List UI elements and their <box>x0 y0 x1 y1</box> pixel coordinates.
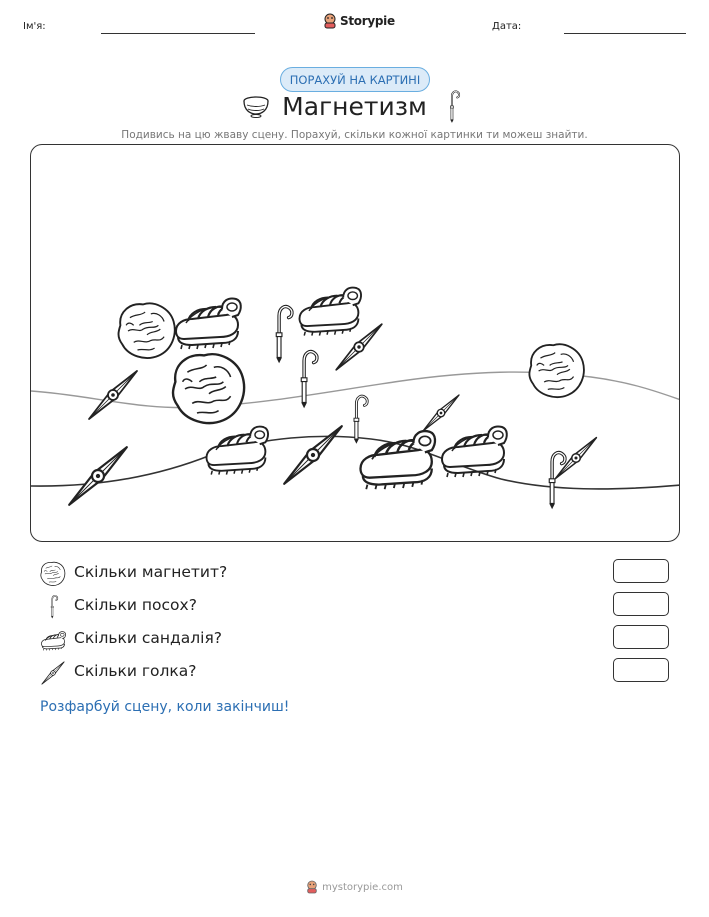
scene-magnetite-1 <box>119 303 175 358</box>
page-title: Магнетизм <box>282 92 427 121</box>
storypie-mascot-icon <box>323 13 337 29</box>
answer-box-sandal[interactable] <box>613 625 669 649</box>
scene-hill-front <box>31 436 680 489</box>
counting-scene <box>30 144 680 542</box>
scene-magnetite-2 <box>173 354 244 423</box>
scene-needle-3 <box>69 447 127 505</box>
colour-instruction: Розфарбуй сцену, коли закінчиш! <box>40 699 290 715</box>
brand-logo <box>323 13 395 29</box>
question-text: Скільки сандалія? <box>74 629 223 647</box>
scene-sandal-3 <box>207 427 269 475</box>
answer-box-needle[interactable] <box>613 658 669 682</box>
brand-name: Storypie <box>340 14 395 28</box>
date-label: Дата: <box>492 21 522 32</box>
question-text: Скільки голка? <box>74 662 197 680</box>
question-row-staff <box>40 594 670 620</box>
question-text: Скільки посох? <box>74 596 197 614</box>
scene-sandal-2 <box>300 288 362 336</box>
scene-staff-4 <box>549 453 565 510</box>
scene-needle-1 <box>89 371 137 419</box>
scene-needle-5 <box>423 395 459 431</box>
scene-magnetite-3 <box>529 344 583 397</box>
storypie-mascot-icon <box>306 880 318 894</box>
instructions: Подивись на цю жваву сцену. Порахуй, скільки кожної картинки ти можеш знайти. <box>121 129 588 141</box>
question-row-magnetite <box>40 561 670 587</box>
scene-needle-6 <box>556 438 597 479</box>
name-label: Ім'я: <box>23 21 46 32</box>
scene-staff-3 <box>354 396 367 444</box>
staff-icon <box>444 89 462 125</box>
scene-sandal-1 <box>176 298 241 349</box>
answer-box-staff[interactable] <box>613 592 669 616</box>
scene-staff-1 <box>276 307 292 364</box>
scene-sandal-5 <box>442 426 507 477</box>
date-line[interactable] <box>564 33 686 34</box>
scene-needle-4 <box>284 426 342 484</box>
question-row-sandal <box>40 627 670 653</box>
staff-icon <box>40 594 66 620</box>
activity-badge: ПОРАХУЙ НА КАРТИНІ <box>280 67 430 92</box>
compass-needle-icon <box>40 660 66 686</box>
footer-url[interactable]: mystorypie.com <box>322 881 403 893</box>
question-text: Скільки магнетит? <box>74 563 228 581</box>
scene-staff-2 <box>301 352 317 409</box>
sandal-icon <box>40 627 66 653</box>
footer <box>0 880 709 894</box>
answer-box-magnetite[interactable] <box>613 559 669 583</box>
question-row-needle <box>40 660 670 686</box>
magnetite-rock-icon <box>40 561 66 587</box>
name-line[interactable] <box>101 33 255 34</box>
